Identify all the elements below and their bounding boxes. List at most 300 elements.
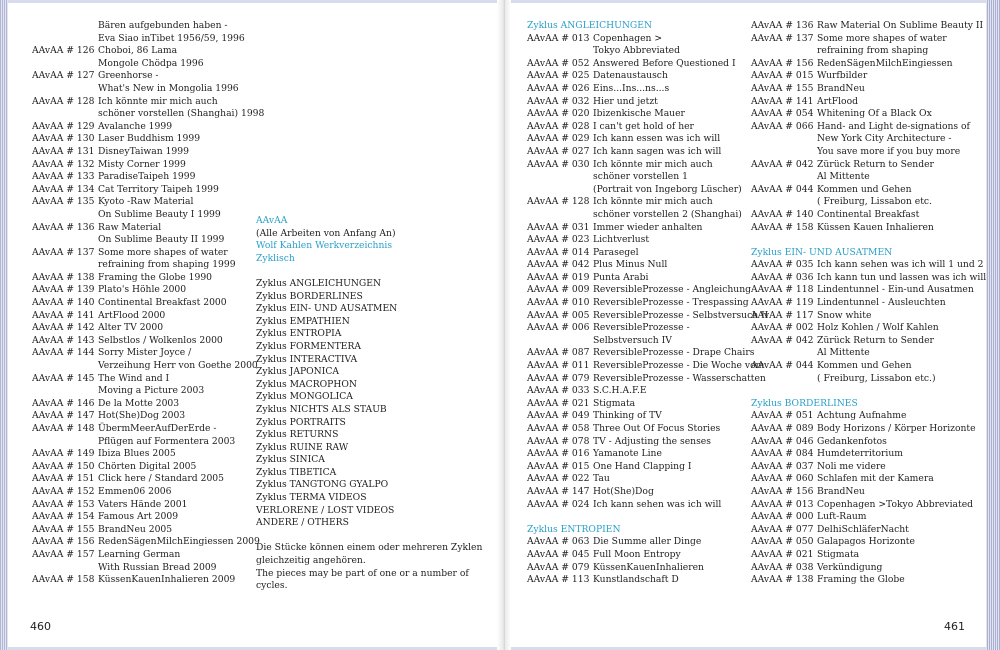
work-code: AAvAA # 144 xyxy=(32,347,95,359)
cycle-item: Zyklus MONGOLICA xyxy=(256,391,353,403)
work-code: AAvAA # 142 xyxy=(32,322,95,334)
work-entry xyxy=(527,96,768,109)
work-code: AAvAA # 035 xyxy=(751,259,814,271)
work-entry xyxy=(32,234,264,247)
work-entry xyxy=(751,96,986,109)
work-entry xyxy=(527,310,768,323)
work-code: AAvAA # 044 xyxy=(751,183,814,195)
work-title: Raw Material xyxy=(98,221,162,233)
work-entry xyxy=(527,33,768,46)
work-code: AAvAA # 147 xyxy=(32,410,95,422)
spacer xyxy=(527,511,768,524)
work-entry xyxy=(751,20,986,33)
work-entry xyxy=(527,297,768,310)
section-heading: Zyklus ENTROPIEN xyxy=(527,523,621,535)
work-entry xyxy=(751,45,986,58)
work-title: Lichtverlust xyxy=(593,234,650,246)
cycle-item: Zyklus EMPATHIEN xyxy=(256,315,350,327)
work-code xyxy=(751,196,817,209)
work-title: Answered Before Questioned I xyxy=(593,57,736,69)
index-block xyxy=(256,215,482,593)
work-entry xyxy=(527,385,768,398)
work-entry xyxy=(751,259,986,272)
work-code: AAvAA # 156 xyxy=(32,536,95,548)
work-entry xyxy=(32,272,264,285)
work-entry xyxy=(527,184,768,197)
work-code: AAvAA # 084 xyxy=(751,448,814,460)
work-title: Moving a Picture 2003 xyxy=(98,385,205,397)
work-entry xyxy=(527,423,768,436)
work-title: Eva Siao inTibet 1956/59, 1996 xyxy=(98,32,245,44)
work-title: On Sublime Beauty I 1999 xyxy=(98,208,221,220)
work-entry xyxy=(32,83,264,96)
work-title: Immer wieder anhalten xyxy=(593,221,703,233)
work-code: AAvAA # 013 xyxy=(527,32,590,44)
work-entry xyxy=(527,335,768,348)
work-code xyxy=(32,58,98,71)
work-code: AAvAA # 148 xyxy=(32,423,95,434)
work-entry xyxy=(527,45,768,58)
work-title: RedenSägenMilchEingiessen 2009 xyxy=(98,536,260,548)
work-entry xyxy=(32,524,264,537)
work-code: AAvAA # 079 xyxy=(527,372,590,384)
work-code: AAvAA # 149 xyxy=(32,448,95,460)
work-title: Parasegel xyxy=(593,246,639,258)
work-code: AAvAA # 087 xyxy=(527,347,590,359)
work-title: Kommen und Gehen xyxy=(817,183,912,195)
work-title: S.C.H.A.F.E xyxy=(593,385,647,397)
work-entry xyxy=(32,335,264,348)
work-title: Avalanche 1999 xyxy=(98,120,173,132)
work-entry xyxy=(751,272,986,285)
work-title: Framing the Globe 1990 xyxy=(98,271,213,283)
cycle-item: Zyklus PORTRAITS xyxy=(256,416,346,428)
work-title: Lindentunnel - Ausleuchten xyxy=(817,297,946,309)
work-title: ReversibleProzesse - Die Woche vom xyxy=(593,360,765,372)
work-code xyxy=(527,209,593,222)
work-code: AAvAA # 128 xyxy=(32,95,95,107)
work-title: Noli me videre xyxy=(817,460,886,472)
work-entry xyxy=(751,486,986,499)
work-code: AAvAA # 139 xyxy=(32,284,95,296)
work-title: Tau xyxy=(593,473,610,485)
work-code: AAvAA # 005 xyxy=(527,309,590,321)
work-entry xyxy=(751,196,986,209)
work-code: AAvAA # 117 xyxy=(751,309,814,321)
work-title: schöner vorstellen (Shanghai) 1998 xyxy=(98,108,265,120)
work-code xyxy=(751,347,817,360)
work-code xyxy=(527,171,593,184)
work-title: Schlafen mit der Kamera xyxy=(817,473,934,485)
work-code: AAvAA # 129 xyxy=(32,120,95,132)
work-entry xyxy=(527,159,768,172)
work-entry xyxy=(751,473,986,486)
work-entry xyxy=(751,423,986,436)
work-title: ReversibleProzesse - Selbstversuch II xyxy=(593,309,769,321)
work-code: AAvAA # 030 xyxy=(527,158,590,170)
work-code xyxy=(527,184,593,197)
work-title: Full Moon Entropy xyxy=(593,548,681,560)
work-entry xyxy=(32,385,264,398)
work-entry xyxy=(527,171,768,184)
work-entry xyxy=(527,196,768,209)
work-code: AAvAA # 031 xyxy=(527,221,590,233)
work-entry xyxy=(751,58,986,71)
work-title: Selbstlos / Wolkenlos 2000 xyxy=(98,334,223,346)
section-heading: Zyklus ANGLEICHUNGEN xyxy=(527,20,652,31)
work-code: AAvAA # 037 xyxy=(751,460,814,472)
work-title: Ich könnte mir mich auch xyxy=(593,196,713,208)
work-title: Alter TV 2000 xyxy=(98,322,164,334)
work-code: AAvAA # 133 xyxy=(32,171,95,183)
book-gutter xyxy=(497,0,511,650)
work-title: Kyoto -Raw Material xyxy=(98,196,194,208)
work-code: AAvAA # 046 xyxy=(751,435,814,447)
work-title: Datenaustausch xyxy=(593,70,668,82)
work-title: ( Freiburg, Lissabon etc. xyxy=(817,196,932,208)
work-code: AAvAA # 155 xyxy=(751,82,814,94)
work-entry xyxy=(32,247,264,260)
work-title: Hand- and Light de-signations of xyxy=(817,120,970,132)
work-code: AAvAA # 140 xyxy=(751,208,814,220)
cycle-item: Zyklus FORMENTERA xyxy=(256,340,361,352)
work-code: AAvAA # 042 xyxy=(751,158,814,170)
work-entry xyxy=(32,536,264,549)
work-title: BrandNeu xyxy=(817,82,865,94)
work-entry xyxy=(527,499,768,512)
work-entry xyxy=(751,297,986,310)
work-code: AAvAA # 079 xyxy=(527,561,590,573)
work-title: Hot(She)Dog 2003 xyxy=(98,410,186,422)
work-title: Achtung Aufnahme xyxy=(817,410,907,422)
work-entry xyxy=(751,184,986,197)
work-entry xyxy=(32,20,264,33)
work-title: I can't get hold of her xyxy=(593,120,694,132)
work-title: Copenhagen > xyxy=(593,32,663,44)
cycle-list xyxy=(256,278,482,530)
work-entry xyxy=(751,121,986,134)
work-entry xyxy=(751,511,986,524)
work-code: AAvAA # 009 xyxy=(527,284,590,296)
work-entry xyxy=(527,473,768,486)
work-code: AAvAA # 060 xyxy=(751,473,814,485)
work-title: schöner vorstellen 2 (Shanghai) xyxy=(593,208,742,220)
work-code: AAvAA # 025 xyxy=(527,70,590,82)
work-title: KüssenKauenInhalieren 2009 xyxy=(98,574,236,586)
work-code: AAvAA # 119 xyxy=(751,297,814,309)
work-entry xyxy=(32,159,264,172)
work-title: Copenhagen >Tokyo Abbreviated xyxy=(817,498,974,510)
work-code: AAvAA # 143 xyxy=(32,334,95,346)
work-code: AAvAA # 051 xyxy=(751,410,814,422)
work-code: AAvAA # 151 xyxy=(32,473,95,485)
page-number-left: 460 xyxy=(30,620,51,633)
work-code: AAvAA # 044 xyxy=(751,360,814,372)
work-title: Punta Arabi xyxy=(593,271,649,283)
work-code: AAvAA # 010 xyxy=(527,297,590,309)
work-entry xyxy=(751,574,986,587)
work-title: Choboi, 86 Lama xyxy=(98,45,178,57)
work-title: Misty Corner 1999 xyxy=(98,158,186,170)
work-entry xyxy=(32,184,264,197)
work-entry xyxy=(32,121,264,134)
work-entry xyxy=(751,499,986,512)
work-entry xyxy=(527,121,768,134)
work-title: ReversibleProzesse - Drape Chairs xyxy=(593,347,755,359)
work-code: AAvAA # 038 xyxy=(751,561,814,573)
work-code xyxy=(32,209,98,222)
work-code: AAvAA # 138 xyxy=(751,574,814,586)
work-title: BrandNeu 2005 xyxy=(98,523,173,535)
section-heading: Zyklus EIN- UND AUSATMEN xyxy=(751,246,893,258)
work-entry xyxy=(751,524,986,537)
work-title: Bären aufgebunden haben - xyxy=(98,20,228,31)
work-code: AAvAA # 146 xyxy=(32,397,95,409)
work-entry xyxy=(32,574,264,587)
work-code: AAvAA # 089 xyxy=(751,423,814,434)
work-title: Die Summe aller Dinge xyxy=(593,536,702,548)
work-code: AAvAA # 054 xyxy=(751,108,814,120)
work-code: AAvAA # 127 xyxy=(32,70,95,82)
work-title: ReversibleProzesse - xyxy=(593,322,690,334)
work-code: AAvAA # 141 xyxy=(751,95,814,107)
work-title: Humdeterritorium xyxy=(817,448,903,460)
work-code xyxy=(32,436,98,449)
work-code: AAvAA # 140 xyxy=(32,297,95,309)
work-code: AAvAA # 141 xyxy=(32,309,95,321)
work-entry xyxy=(751,284,986,297)
work-entry xyxy=(32,33,264,46)
work-entry xyxy=(527,536,768,549)
book-edge-left xyxy=(0,0,8,650)
work-title: Vaters Hände 2001 xyxy=(98,498,188,510)
work-title: Al Mittente xyxy=(817,347,870,359)
work-code: AAvAA # 077 xyxy=(751,523,814,535)
work-title: Ich kann sehen was ich will xyxy=(593,498,722,510)
work-title: Kommen und Gehen xyxy=(817,360,912,372)
work-title: With Russian Bread 2009 xyxy=(98,561,217,573)
work-code: AAvAA # 156 xyxy=(751,485,814,497)
work-entry xyxy=(751,83,986,96)
work-title: TV - Adjusting the senses xyxy=(593,435,711,447)
work-code: AAvAA # 000 xyxy=(751,511,814,523)
note-line: Die Stücke können einem oder mehreren Zyklen xyxy=(256,542,483,554)
work-title: ArtFlood xyxy=(817,95,858,107)
cycle-item: VERLORENE / LOST VIDEOS xyxy=(256,504,395,516)
work-code: AAvAA # 136 xyxy=(32,221,95,233)
work-title: Some more shapes of water xyxy=(98,246,228,258)
work-title: Ich kann essen was ich will xyxy=(593,133,721,145)
work-entry xyxy=(32,562,264,575)
work-entry xyxy=(32,58,264,71)
work-entry xyxy=(751,373,986,386)
work-title: Cat Territory Taipeh 1999 xyxy=(98,183,219,195)
work-title: Framing the Globe xyxy=(817,574,905,586)
work-entry xyxy=(751,222,986,235)
work-title: ReversibleProzesse - Angleichung xyxy=(593,284,752,296)
work-entry xyxy=(751,347,986,360)
work-code: AAvAA # 118 xyxy=(751,284,814,296)
work-entry xyxy=(527,574,768,587)
work-entry xyxy=(32,461,264,474)
work-code: AAvAA # 015 xyxy=(527,460,590,472)
work-code: AAvAA # 028 xyxy=(527,120,590,132)
work-entry xyxy=(751,310,986,323)
work-code xyxy=(32,259,98,272)
work-entry xyxy=(751,448,986,461)
work-title: Luft-Raum xyxy=(817,511,867,523)
spacer xyxy=(751,234,986,247)
work-entry xyxy=(32,259,264,272)
work-code: AAvAA # 136 xyxy=(751,20,814,31)
work-code: AAvAA # 045 xyxy=(527,548,590,560)
work-title: Gedankenfotos xyxy=(817,435,887,447)
work-code: AAvAA # 147 xyxy=(527,485,590,497)
work-title: Pflügen auf Formentera 2003 xyxy=(98,435,236,447)
work-title: Plus Minus Null xyxy=(593,259,668,271)
work-title: ParadiseTaipeh 1999 xyxy=(98,171,196,183)
work-entry xyxy=(527,234,768,247)
section-heading: Zyklus BORDERLINES xyxy=(751,397,858,409)
work-entry xyxy=(32,196,264,209)
work-title: Tokyo Abbreviated xyxy=(593,45,680,57)
right-page-column-1 xyxy=(527,20,768,587)
work-entry xyxy=(32,398,264,411)
work-entry xyxy=(751,410,986,423)
work-code: AAvAA # 006 xyxy=(527,322,590,334)
work-entry xyxy=(751,436,986,449)
work-code: AAvAA # 014 xyxy=(527,246,590,258)
work-title: KüssenKauenInhalieren xyxy=(593,561,704,573)
work-title: Ich kann sehen was ich will 1 und 2 xyxy=(817,259,984,271)
work-entry xyxy=(32,322,264,335)
work-title: Galapagos Horizonte xyxy=(817,536,915,548)
work-title: Continental Breakfast xyxy=(817,208,920,220)
work-code: AAvAA # 157 xyxy=(32,548,95,560)
work-entry xyxy=(527,259,768,272)
work-title: Verkündigung xyxy=(817,561,883,573)
work-title: (Portrait von Ingeborg Lüscher) xyxy=(593,183,742,195)
cycle-item: ANDERE / OTHERS xyxy=(256,517,349,529)
work-code: AAvAA # 126 xyxy=(32,45,95,57)
work-title: Ich könnte mir mich auch xyxy=(98,95,218,107)
work-entry xyxy=(527,347,768,360)
work-entry xyxy=(32,310,264,323)
work-code: AAvAA # 024 xyxy=(527,498,590,510)
work-code: AAvAA # 021 xyxy=(527,397,590,409)
work-title: New York City Architecture - xyxy=(817,133,952,145)
work-entry xyxy=(32,511,264,524)
work-entry xyxy=(527,373,768,386)
work-code: AAvAA # 138 xyxy=(32,271,95,283)
work-code xyxy=(32,33,98,46)
work-title: Al Mittente xyxy=(817,171,870,183)
cycle-item: Zyklus INTERACTIVA xyxy=(256,353,358,365)
work-title: ReversibleProzesse - Trespassing xyxy=(593,297,749,309)
work-code: AAvAA # 058 xyxy=(527,423,590,434)
work-code: AAvAA # 063 xyxy=(527,536,590,548)
cycle-item: Zyklus ENTROPIA xyxy=(256,328,342,340)
work-entry xyxy=(32,222,264,235)
work-code xyxy=(751,171,817,184)
cycle-item: Zyklus TIBETICA xyxy=(256,466,337,478)
cycle-item: Zyklus RUINE RAW xyxy=(256,441,349,453)
cycle-item: Zyklus ANGLEICHUNGEN xyxy=(256,277,381,289)
work-entry xyxy=(527,58,768,71)
work-entry xyxy=(32,108,264,121)
work-code: AAvAA # 132 xyxy=(32,158,95,170)
note-line: cycles. xyxy=(256,580,288,592)
work-title: Stigmata xyxy=(593,397,636,409)
work-entry xyxy=(751,461,986,474)
work-entry xyxy=(32,549,264,562)
work-title: BrandNeu xyxy=(817,485,865,497)
index-zyklisch: Zyklisch xyxy=(256,252,295,264)
cycle-item: Zyklus EIN- UND AUSATMEN xyxy=(256,303,398,315)
work-code xyxy=(32,20,98,33)
work-title: Lindentunnel - Ein-und Ausatmen xyxy=(817,284,974,296)
work-title: Ibizenkische Mauer xyxy=(593,108,685,120)
work-code xyxy=(32,234,98,247)
work-code: AAvAA # 078 xyxy=(527,435,590,447)
cycle-item: Zyklus SINICA xyxy=(256,454,325,466)
cycle-item: Zyklus MACROPHON xyxy=(256,378,357,390)
work-title: What's New in Mongolia 1996 xyxy=(98,82,239,94)
work-title: Holz Kohlen / Wolf Kahlen xyxy=(817,322,939,334)
work-title: Click here / Standard 2005 xyxy=(98,473,224,485)
work-title: refraining from shaping 1999 xyxy=(98,259,236,271)
work-title: Stigmata xyxy=(817,548,860,560)
work-entry xyxy=(32,45,264,58)
page-number-right: 461 xyxy=(944,620,965,633)
work-title: Eins...Ins...ns...s xyxy=(593,82,670,94)
work-code: AAvAA # 158 xyxy=(32,574,95,586)
work-code xyxy=(32,83,98,96)
work-entry xyxy=(751,70,986,83)
cycle-item: Zyklus RETURNS xyxy=(256,429,339,441)
spacer xyxy=(751,385,986,398)
work-title: One Hand Clapping I xyxy=(593,460,692,472)
work-code: AAvAA # 130 xyxy=(32,133,95,145)
work-entry xyxy=(32,473,264,486)
work-entry xyxy=(527,272,768,285)
work-title: Selbstversuch IV xyxy=(593,334,672,346)
work-entry xyxy=(527,360,768,373)
work-title: Ich könnte mir mich auch xyxy=(593,158,713,170)
work-code: AAvAA # 152 xyxy=(32,485,95,497)
work-code: AAvAA # 052 xyxy=(527,57,590,69)
work-entry xyxy=(527,209,768,222)
work-code: AAvAA # 137 xyxy=(751,32,814,44)
work-title: Ibiza Blues 2005 xyxy=(98,448,176,460)
work-code: AAvAA # 137 xyxy=(32,246,95,258)
work-entry xyxy=(32,373,264,386)
work-code: AAvAA # 128 xyxy=(527,196,590,208)
work-code: AAvAA # 135 xyxy=(32,196,95,208)
work-entry xyxy=(527,410,768,423)
note-line: The pieces may be part of one or a number of xyxy=(256,567,469,579)
cycle-item: Zyklus TANGTONG GYALPO xyxy=(256,479,389,491)
work-title: Snow white xyxy=(817,309,872,321)
work-title: Famous Art 2009 xyxy=(98,511,179,523)
work-entry xyxy=(32,410,264,423)
work-entry xyxy=(751,360,986,373)
work-code: AAvAA # 033 xyxy=(527,385,590,397)
left-page-work-list xyxy=(32,20,264,587)
work-code: AAvAA # 066 xyxy=(751,120,814,132)
work-entry xyxy=(751,146,986,159)
work-code: AAvAA # 049 xyxy=(527,410,590,422)
